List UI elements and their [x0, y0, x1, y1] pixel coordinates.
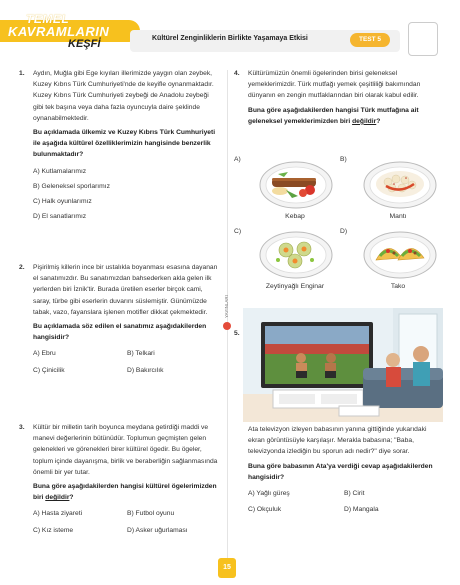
- logo-top-text: TEMEL: [26, 12, 70, 26]
- question-text: Kültürümüzün önemli ögelerinden birisi geleneksel yemeklerimizdir. Türk mutfağı yemek çeşitliliği bakımından dünyanın en zengin mutfaklarından biri olarak kabul edilir.: [248, 70, 421, 100]
- question-ask: Buna göre babasının Ata'ya verdiği cevap aşağıdakilerden hangisidir?: [248, 462, 433, 481]
- page-number: 15: [218, 558, 236, 578]
- option-c-label: Zeytinyağlı Enginar: [265, 283, 325, 290]
- option-b-label: Mantı: [389, 213, 407, 220]
- ask-emphasis: değildir: [45, 494, 70, 502]
- question-ask: [248, 105, 444, 127]
- question-number: 5.: [234, 330, 240, 337]
- option-a[interactable]: A) Ebru: [33, 350, 56, 358]
- question-5: [248, 424, 444, 515]
- artichoke-plate-image[interactable]: [258, 230, 334, 280]
- option-d[interactable]: D) El sanatlarımız: [33, 213, 87, 221]
- ask-emphasis: değildir: [352, 117, 377, 125]
- question-number: 2.: [19, 264, 25, 271]
- option-a[interactable]: A) Hasta ziyareti: [33, 510, 83, 518]
- option-d[interactable]: D) Asker uğurlaması: [127, 526, 188, 534]
- logo-mid-text: KAVRAMLARIN: [8, 24, 110, 39]
- page-header: [0, 0, 460, 60]
- question-text: Ata televizyon izleyen babasının yanına gittiğinde yukarıdaki ekran görüntüsüyle karşılaşır. Merakla babasına; "Baba, televizyonda izlediğin bu sporun adı nedir?" diye sorar.: [248, 426, 427, 456]
- option-d[interactable]: D) Mangala: [344, 506, 379, 514]
- option-d-label: Tako: [390, 283, 406, 290]
- option-d-letter[interactable]: D): [340, 228, 348, 235]
- question-ask: Bu açıklamada ülkemiz ve Kuzey Kıbrıs Türk Cumhuriyeti ile aşağıda kültürel özelliklerimizin hangisinde benzerlik bulunmaktadır?: [33, 129, 216, 159]
- publisher-logo-icon: [223, 322, 231, 330]
- option-c[interactable]: C) Çinicilik: [33, 366, 65, 374]
- manti-plate-image[interactable]: [362, 160, 438, 210]
- question-text: Pişirilmiş killerin ince bir ustalıkla boyanması esasına dayanan el sanatımızdır. Bu sanatımızdan bahsederken akla gelen ilk yerlerden biri İznik'tir. Burada üretilen eserler birçok cami, saray, türbe gibi eserlerin duvarını süslemiştir. Günümüzde tabak, vazo, fayanslara işlenen motifler dikkat çekmektedir.: [33, 264, 218, 316]
- option-b[interactable]: B) Telkari: [127, 350, 155, 358]
- corner-box: [408, 22, 438, 56]
- option-c-letter[interactable]: C): [234, 228, 242, 235]
- option-c[interactable]: C) Kız isteme: [33, 526, 74, 534]
- test-badge: TEST 5: [350, 33, 390, 47]
- ask-end: ?: [69, 494, 74, 502]
- topic-title: Kültürel Zenginliklerin Birlikte Yaşamaya Etkisi: [152, 35, 308, 42]
- question-text: Kültür bir milletin tarih boyunca meydana getirdiği maddi ve manevi değerlerinin bütünüdür. Toplumun geçmişten gelen gelenekleri ve görenekleri birer kültürel ögedir. Bu ögeler, toplum içinde dayanışma, birlik ve beraberliğin sağlanmasında önemli bir yer tutar.: [33, 424, 218, 476]
- option-b[interactable]: B) Futbol oyunu: [127, 510, 175, 518]
- option-d[interactable]: D) Bakırcılık: [127, 366, 164, 374]
- ask-text: Buna göre aşağıdakilerden hangisi Türk mutfağına ait geleneksel yemeklerimizden biri: [248, 106, 419, 125]
- option-c[interactable]: C) Halk oyunlarımız: [33, 198, 92, 206]
- question-2: [19, 262, 219, 376]
- option-b[interactable]: B) Cirit: [344, 490, 365, 498]
- question-4: [234, 68, 444, 132]
- ask-text: Buna göre aşağıdakilerden hangisi kültürel ögelerimizden biri: [33, 483, 217, 502]
- logo-bottom-text: KEŞFİ: [68, 38, 101, 50]
- option-a-letter[interactable]: A): [234, 156, 241, 163]
- kebap-plate-image[interactable]: [258, 160, 334, 210]
- option-a-label: Kebap: [285, 213, 305, 220]
- question-ask: Bu açıklamada söz edilen el sanatımız aşağıdakilerden hangisidir?: [33, 323, 207, 342]
- publisher-mark: YAYINLARI: [224, 295, 229, 318]
- question-text: Aydın, Muğla gibi Ege kıyıları illerimizde yaygın olan zeybek, Kuzey Kıbrıs Türk Cumhuriyeti'nde de keyifle oynanmaktadır. Kuzey Kıbrıs Türk Cumhuriyeti zeybeği de Anadolu zeybeği gibi tek başına veya daha fazla oyuncuyla daire şeklinde oynanabilmektedir.: [33, 70, 214, 122]
- option-b-letter[interactable]: B): [340, 156, 347, 163]
- question-ask: [33, 481, 219, 503]
- option-c[interactable]: C) Okçuluk: [248, 506, 282, 514]
- option-a[interactable]: A) Kutlamalarımız: [33, 167, 87, 175]
- living-room-tv-illustration: [243, 308, 443, 422]
- taco-plate-image[interactable]: [362, 230, 438, 280]
- ask-end: ?: [376, 117, 381, 125]
- question-1: [19, 68, 219, 226]
- question-3: [19, 422, 219, 536]
- option-a[interactable]: A) Yağlı güreş: [248, 490, 290, 498]
- option-b[interactable]: B) Geleneksel sporlarımız: [33, 182, 110, 190]
- question-number: 3.: [19, 424, 25, 431]
- question-number: 1.: [19, 70, 25, 77]
- question-number: 4.: [234, 70, 240, 77]
